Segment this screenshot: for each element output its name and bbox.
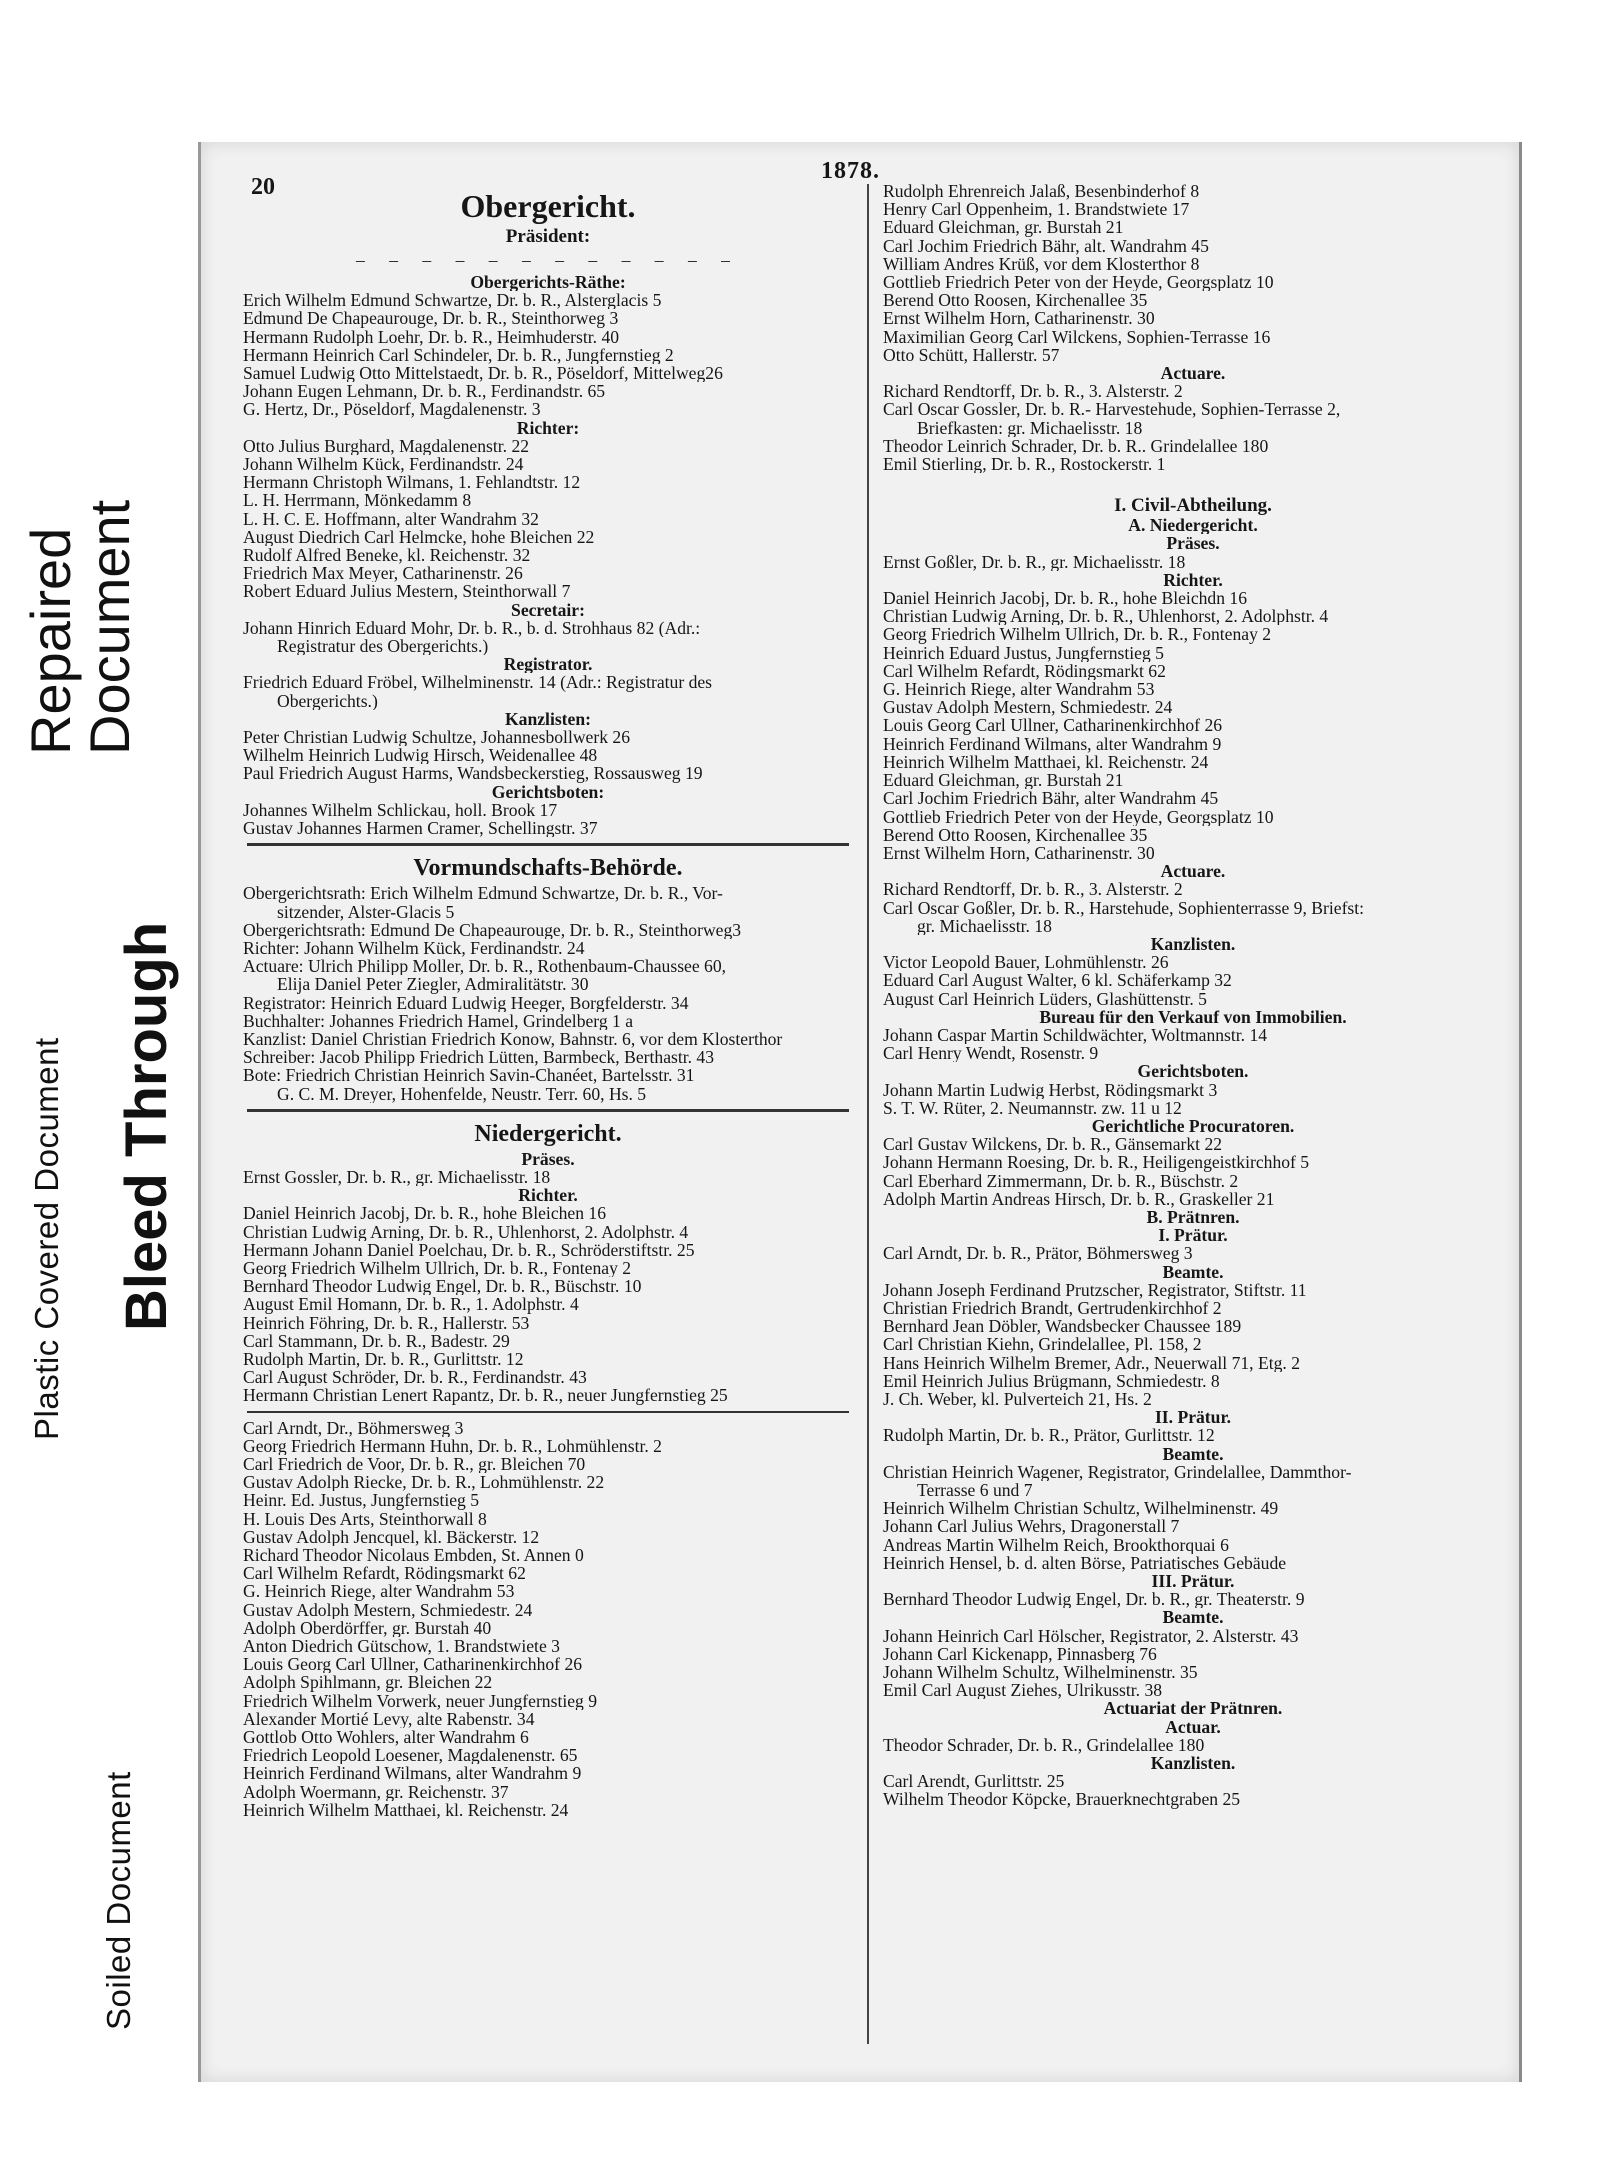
entry-line: Heinrich Ferdinand Wilmans, alter Wandrahm 9 <box>243 1764 582 1783</box>
court-title: Obergericht. <box>460 188 636 224</box>
entry-line: Carl Arendt, Gurlittstr. 25 <box>883 1772 1065 1791</box>
entry-line: Johannes Wilhelm Schlickau, holl. Brook 17 <box>243 800 558 820</box>
entry-line: Georg Friedrich Wilhelm Ullrich, Dr. b. R., Fontenay 2 <box>243 1258 632 1278</box>
entry-line: Theodor Leinrich Schrader, Dr. b. R.. Grindelallee 180 <box>883 436 1269 456</box>
entry-line: L. H. C. E. Hoffmann, alter Wandrahm 32 <box>243 509 539 528</box>
section-rule <box>247 1109 849 1112</box>
entry-line: Carl Arndt, Dr. b. R., Prätor, Böhmersweg 3 <box>883 1244 1193 1263</box>
entry-line: Samuel Ludwig Otto Mittelstaedt, Dr. b. R., Pöseldorf, Mittelweg26 <box>243 364 723 383</box>
entry-continuation: Registratur des Obergerichts.) <box>277 637 489 656</box>
entry-line: Anton Diedrich Gütschow, 1. Brandstwiete 3 <box>243 1637 560 1656</box>
entry-line: Johann Heinrich Carl Hölscher, Registrator, 2. Alsterstr. 43 <box>883 1626 1299 1645</box>
entry-continuation: G. C. M. Dreyer, Hohenfelde, Neustr. Terr. 60, Hs. 5 <box>277 1084 647 1103</box>
label-document: Document <box>77 499 141 755</box>
entry-line: Adolph Martin Andreas Hirsch, Dr. b. R., Graskeller 21 <box>883 1189 1275 1208</box>
label-repaired-document <box>19 499 141 755</box>
page-number: 20 <box>251 174 275 200</box>
entry-line: Georg Friedrich Wilhelm Ullrich, Dr. b. R., Fontenay 2 <box>883 625 1272 644</box>
spacer <box>883 473 1503 495</box>
entry-line: Heinrich Föhring, Dr. b. R., Hallerstr. 53 <box>243 1313 530 1332</box>
label-plastic-covered-document: Plastic Covered Document <box>28 1037 65 1440</box>
entry-line: Hermann Christoph Wilmans, 1. Fehlandtstr. 12 <box>243 473 581 492</box>
entry-line: Johann Martin Ludwig Herbst, Rödingsmarkt 3 <box>883 1080 1218 1099</box>
entry-line: Adolph Spihlmann, gr. Bleichen 22 <box>243 1673 493 1692</box>
court-title: Vormundschafts-Behörde. <box>413 855 683 882</box>
entry-line: Friedrich Eduard Fröbel, Wilhelminenstr. 14 (Adr.: Registratur des <box>243 673 713 692</box>
label-repaired: Repaired <box>19 527 82 755</box>
section-heading: Beamte. <box>1162 1262 1224 1281</box>
entry-line: Schreiber: Jacob Philipp Friedrich Lütten, Barmbeck, Berthastr. 43 <box>243 1048 715 1067</box>
entry-line: Emil Stierling, Dr. b. R., Rostockerstr. 1 <box>883 455 1166 474</box>
section-heading: Präsident: <box>505 226 591 247</box>
entry-line: Hermann Christian Lenert Rapantz, Dr. b. R., neuer Jungfernstieg 25 <box>243 1386 728 1405</box>
entry-line: Carl Oscar Gossler, Dr. b. R.- Harvestehude, Sophien-Terrasse 2, <box>883 400 1341 419</box>
entry-line: Johann Eugen Lehmann, Dr. b. R., Ferdinandstr. 65 <box>243 382 606 401</box>
entry-line: G. Heinrich Riege, alter Wandrahm 53 <box>883 680 1155 699</box>
entry-line: G. Hertz, Dr., Pöseldorf, Magdalenenstr. 3 <box>243 400 541 419</box>
entry-line: Johann Wilhelm Schultz, Wilhelminenstr. 35 <box>883 1663 1198 1682</box>
label-soiled-document: Soiled Document <box>100 1771 137 2030</box>
entry-line: Johann Caspar Martin Schildwächter, Woltmannstr. 14 <box>883 1025 1268 1045</box>
entry-line: Otto Julius Burghard, Magdalenenstr. 22 <box>243 436 530 456</box>
entry-line: Hermann Rudolph Loehr, Dr. b. R., Heimhuderstr. 40 <box>243 327 620 346</box>
entry-line: Gustav Adolph Riecke, Dr. b. R., Lohmühlenstr. 22 <box>243 1473 605 1492</box>
section-heading: B. Prätnren. <box>1146 1207 1240 1227</box>
court-title: Niedergericht. <box>474 1120 622 1147</box>
entry-line: Heinrich Eduard Justus, Jungfernstieg 5 <box>883 643 1164 662</box>
entry-line: G. Heinrich Riege, alter Wandrahm 53 <box>243 1582 515 1601</box>
section-heading: Gerichtsboten: <box>491 782 605 801</box>
section-heading: Actuariat der Prätnren. <box>1103 1699 1283 1718</box>
entry-line: Rudolph Martin, Dr. b. R., Prätor, Gurlittstr. 12 <box>883 1426 1215 1445</box>
entry-line: Bernhard Jean Döbler, Wandsbecker Chaussee 189 <box>883 1317 1242 1336</box>
section-heading: Beamte. <box>1162 1444 1224 1463</box>
section-heading: Beamte. <box>1162 1608 1224 1627</box>
entry-line: Adolph Woermann, gr. Reichenstr. 37 <box>243 1782 509 1801</box>
entry-line: L. H. Herrmann, Mönkedamm 8 <box>243 491 472 510</box>
section-heading: I. Prätur. <box>1158 1226 1228 1245</box>
entry-line: Louis Georg Carl Ullner, Catharinenkirchhof 26 <box>883 716 1223 735</box>
entry-line: Gustav Adolph Mestern, Schmiedestr. 24 <box>243 1600 533 1619</box>
entry-line: Carl Gustav Wilckens, Dr. b. R., Gänsemarkt 22 <box>883 1135 1223 1154</box>
section-heading: III. Prätur. <box>1151 1572 1235 1591</box>
entry-line: Heinrich Wilhelm Christian Schultz, Wilhelminenstr. 49 <box>883 1499 1279 1518</box>
entry-line: William Andres Krüß, vor dem Klosterthor 8 <box>883 254 1200 274</box>
entry-line: Carl August Schröder, Dr. b. R., Ferdinandstr. 43 <box>243 1368 587 1387</box>
entry-line: Christian Ludwig Arning, Dr. b. R., Uhlenhorst, 2. Adolphstr. 4 <box>243 1222 689 1241</box>
section-heading: Richter. <box>518 1186 578 1205</box>
entry-line: Gottlob Otto Wohlers, alter Wandrahm 6 <box>243 1728 529 1747</box>
entry-line: Bote: Friedrich Christian Heinrich Savin-Chanéet, Bartelsstr. 31 <box>243 1066 695 1085</box>
entry-line: Edmund De Chapeaurouge, Dr. b. R., Steinthorweg 3 <box>243 309 619 328</box>
entry-line: Johann Carl Kickenapp, Pinnasberg 76 <box>883 1644 1157 1664</box>
entry-line: Carl Jochim Friedrich Bähr, alt. Wandrahm 45 <box>883 236 1209 255</box>
section-heading: Secretair: <box>511 600 585 619</box>
section-heading: I. Civil-Abtheilung. <box>1114 495 1272 517</box>
section-heading: II. Prätur. <box>1154 1408 1232 1427</box>
entry-line: Henry Carl Oppenheim, 1. Brandstwiete 17 <box>883 200 1190 219</box>
entry-line: Gustav Adolph Jencquel, kl. Bäckerstr. 12 <box>243 1527 540 1546</box>
entry-line: Berend Otto Roosen, Kirchenallee 35 <box>883 825 1148 844</box>
entry-line: Registrator: Heinrich Eduard Ludwig Heeger, Borgfelderstr. 34 <box>243 993 689 1012</box>
entry-line: August Carl Heinrich Lüders, Glashüttenstr. 5 <box>883 989 1207 1008</box>
entry-line: Heinrich Wilhelm Matthaei, kl. Reichenstr. 24 <box>883 752 1209 772</box>
section-heading: Actuare. <box>1160 862 1226 881</box>
entry-line: Alexander Mortié Levy, alte Rabenstr. 34 <box>243 1709 535 1729</box>
left-column <box>243 180 853 1819</box>
entry-continuation: Terrasse 6 und 7 <box>917 1481 1033 1500</box>
section-heading: Bureau für den Verkauf von Immobilien. <box>1039 1007 1347 1026</box>
entry-line: Gottlieb Friedrich Peter von der Heyde, Georgsplatz 10 <box>883 273 1274 292</box>
entry-line: Christian Ludwig Arning, Dr. b. R., Uhlenhorst, 2. Adolphstr. 4 <box>883 607 1329 626</box>
section-heading: Obergerichts-Räthe: <box>470 273 626 292</box>
entry-continuation: Briefkasten: gr. Michaelisstr. 18 <box>917 418 1143 437</box>
section-heading: Registrator. <box>503 655 593 674</box>
label-bleed-through: Bleed Through <box>114 921 179 1331</box>
entry-line: Daniel Heinrich Jacobj, Dr. b. R., hohe Bleichdn 16 <box>883 589 1248 608</box>
entry-line: Maximilian Georg Carl Wilckens, Sophien-Terrasse 16 <box>883 327 1271 346</box>
section-heading: Präses. <box>1166 534 1220 553</box>
column-divider <box>867 184 869 2044</box>
entry-line: Heinr. Ed. Justus, Jungfernstieg 5 <box>243 1491 480 1510</box>
entry-line: Kanzlist: Daniel Christian Friedrich Konow, Bahnstr. 6, vor dem Klosterthor <box>243 1029 783 1049</box>
entry-line: S. T. W. Rüter, 2. Neumannstr. zw. 11 u 12 <box>883 1098 1182 1117</box>
entry-line: Rudolph Ehrenreich Jalaß, Besenbinderhof 8 <box>883 182 1200 201</box>
entry-line: J. Ch. Weber, kl. Pulverteich 21, Hs. 2 <box>883 1390 1152 1409</box>
entry-line: Carl Henry Wendt, Rosenstr. 9 <box>883 1044 1099 1063</box>
section-heading: Richter: <box>516 418 580 437</box>
entry-line: Christian Heinrich Wagener, Registrator, Grindelallee, Dammthor- <box>883 1462 1352 1482</box>
entry-line: Otto Schütt, Hallerstr. 57 <box>883 345 1060 365</box>
entry-line: Bernhard Theodor Ludwig Engel, Dr. b. R., gr. Theaterstr. 9 <box>883 1590 1305 1609</box>
entry-line: Rudolf Alfred Beneke, kl. Reichenstr. 32 <box>243 546 531 565</box>
entry-line: Christian Friedrich Brandt, Gertrudenkirchhof 2 <box>883 1298 1222 1318</box>
entry-line: Carl Stammann, Dr. b. R., Badestr. 29 <box>243 1331 510 1350</box>
entry-line: Erich Wilhelm Edmund Schwartze, Dr. b. R., Alsterglacis 5 <box>243 291 662 310</box>
section-rule <box>247 1411 849 1413</box>
entry-line: Eduard Gleichman, gr. Burstah 21 <box>883 218 1124 237</box>
entry-line: Gottlieb Friedrich Peter von der Heyde, Georgsplatz 10 <box>883 807 1274 826</box>
section-rule <box>247 843 849 846</box>
entry-line: Richard Rendtorff, Dr. b. R., 3. Alsterstr. 2 <box>883 382 1183 401</box>
entry-line: August Emil Homann, Dr. b. R., 1. Adolphstr. 4 <box>243 1295 579 1314</box>
entry-line: Obergerichtsrath: Edmund De Chapeaurouge, Dr. b. R., Steinthorweg3 <box>243 920 742 939</box>
entry-line: Richard Rendtorff, Dr. b. R., 3. Alsterstr. 2 <box>883 880 1183 899</box>
entry-line: Carl Christian Kiehn, Grindelallee, Pl. 158, 2 <box>883 1335 1202 1354</box>
entry-line: Peter Christian Ludwig Schultze, Johannesbollwerk 26 <box>243 728 630 747</box>
entry-line: Obergerichtsrath: Erich Wilhelm Edmund Schwartze, Dr. b. R., Vor- <box>243 884 723 903</box>
section-heading: Kanzlisten. <box>1150 1754 1236 1773</box>
entry-line: Heinrich Hensel, b. d. alten Börse, Patriatisches Gebäude <box>883 1553 1287 1573</box>
entry-line: Actuare: Ulrich Philipp Moller, Dr. b. R., Rothenbaum-Chaussee 60, <box>243 957 727 976</box>
section-heading: Präses. <box>521 1149 575 1168</box>
section-heading: A. Niedergericht. <box>1128 516 1258 535</box>
entry-line: Johann Hermann Roesing, Dr. b. R., Heiligengeistkirchhof 5 <box>883 1153 1310 1172</box>
entry-line: Johann Hinrich Eduard Mohr, Dr. b. R., b. d. Strohhaus 82 (Adr.: <box>243 618 701 638</box>
entry-continuation: gr. Michaelisstr. 18 <box>917 916 1052 935</box>
entry-line: Daniel Heinrich Jacobj, Dr. b. R., hohe Bleichen 16 <box>243 1204 607 1223</box>
section-heading: Richter. <box>1163 570 1223 590</box>
entry-line: Ernst Gossler, Dr. b. R., gr. Michaelisstr. 18 <box>243 1167 551 1187</box>
entry-line: Richard Theodor Nicolaus Embden, St. Annen 0 <box>243 1546 584 1565</box>
entry-line: Richter: Johann Wilhelm Kück, Ferdinandstr. 24 <box>243 938 585 958</box>
entry-line: Carl Wilhelm Refardt, Rödingsmarkt 62 <box>243 1564 526 1583</box>
entry-line: Hans Heinrich Wilhelm Bremer, Adr., Neuerwall 71, Etg. 2 <box>883 1353 1300 1372</box>
section-heading: Kanzlisten. <box>1150 934 1236 954</box>
entry-line: Heinrich Wilhelm Matthaei, kl. Reichenstr. 24 <box>243 1800 569 1820</box>
entry-line: Rudolph Martin, Dr. b. R., Gurlittstr. 12 <box>243 1349 524 1369</box>
entry-line: Adolph Oberdörffer, gr. Burstah 40 <box>243 1618 492 1638</box>
entry-line: Louis Georg Carl Ullner, Catharinenkirchhof 26 <box>243 1655 583 1674</box>
entry-line: Eduard Gleichman, gr. Burstah 21 <box>883 771 1124 790</box>
entry-continuation: sitzender, Alster-Glacis 5 <box>277 902 455 921</box>
entry-line: Ernst Wilhelm Horn, Catharinenstr. 30 <box>883 843 1155 863</box>
entry-line: Friedrich Leopold Loesener, Magdalenenstr. 65 <box>243 1746 578 1765</box>
entry-line: Carl Eberhard Zimmermann, Dr. b. R., Büschstr. 2 <box>883 1171 1239 1190</box>
entry-line: Paul Friedrich August Harms, Wandsbeckerstieg, Rossausweg 19 <box>243 764 703 783</box>
page-year: 1878. <box>821 158 880 184</box>
section-heading: Gerichtsboten. <box>1137 1062 1249 1081</box>
entry-line: Victor Leopold Bauer, Lohmühlenstr. 26 <box>883 953 1169 972</box>
entry-line: Ernst Wilhelm Horn, Catharinenstr. 30 <box>883 309 1155 328</box>
entry-line: Carl Friedrich de Voor, Dr. b. R., gr. Bleichen 70 <box>243 1454 586 1474</box>
entry-line: Eduard Carl August Walter, 6 kl. Schäferkamp 32 <box>883 971 1232 990</box>
entry-line: Buchhalter: Johannes Friedrich Hamel, Grindelberg 1 a <box>243 1011 634 1030</box>
entry-line: Carl Jochim Friedrich Bähr, alter Wandrahm 45 <box>883 789 1219 808</box>
entry-line: Andreas Martin Wilhelm Reich, Brookthorquai 6 <box>883 1535 1229 1554</box>
section-heading: Gerichtliche Procuratoren. <box>1091 1116 1295 1136</box>
entry-line: Berend Otto Roosen, Kirchenallee 35 <box>883 291 1148 310</box>
section-heading: Actuare. <box>1160 364 1226 383</box>
entry-line: Gustav Adolph Mestern, Schmiedestr. 24 <box>883 698 1173 717</box>
entry-line: Wilhelm Theodor Köpcke, Brauerknechtgraben 25 <box>883 1790 1241 1809</box>
entry-line: Georg Friedrich Hermann Huhn, Dr. b. R., Lohmühlenstr. 2 <box>243 1436 662 1455</box>
entry-line: Carl Oscar Goßler, Dr. b. R., Harstehude, Sophienterrasse 9, Briefst: <box>883 898 1365 917</box>
entry-continuation: Obergerichts.) <box>277 691 378 710</box>
scanned-page <box>198 142 1522 2082</box>
entry-line: Carl Arndt, Dr., Böhmersweg 3 <box>243 1418 464 1437</box>
entry-line: Heinrich Ferdinand Wilmans, alter Wandrahm 9 <box>883 734 1222 753</box>
entry-line: Emil Carl August Ziehes, Ulrikusstr. 38 <box>883 1681 1163 1700</box>
section-heading: Actuar. <box>1165 1717 1221 1736</box>
entry-line: Johann Wilhelm Kück, Ferdinandstr. 24 <box>243 455 524 474</box>
right-column <box>883 182 1503 1809</box>
entry-continuation: Elija Daniel Peter Ziegler, Admiralitätstr. 30 <box>277 975 589 994</box>
entry-line: Johann Carl Julius Wehrs, Dragonerstall 7 <box>883 1517 1180 1536</box>
entry-line: Friedrich Max Meyer, Catharinenstr. 26 <box>243 564 523 583</box>
entry-line: Ernst Goßler, Dr. b. R., gr. Michaelisstr. 18 <box>883 552 1186 571</box>
entry-line: Wilhelm Heinrich Ludwig Hirsch, Weidenallee 48 <box>243 746 598 765</box>
entry-line: Carl Wilhelm Refardt, Rödingsmarkt 62 <box>883 661 1166 681</box>
entry-line: Theodor Schrader, Dr. b. R., Grindelallee 180 <box>883 1735 1205 1755</box>
entry-line: Bernhard Theodor Ludwig Engel, Dr. b. R., Büschstr. 10 <box>243 1277 642 1296</box>
entry-line: Hermann Johann Daniel Poelchau, Dr. b. R., Schröderstiftstr. 25 <box>243 1240 695 1259</box>
entry-line: Emil Heinrich Julius Brügmann, Schmiedestr. 8 <box>883 1371 1220 1390</box>
entry-line: Hermann Heinrich Carl Schindeler, Dr. b. R., Jungfernstieg 2 <box>243 345 674 365</box>
dash-placeholder: – – – – – – – – – – – – <box>356 250 740 270</box>
section-heading: Kanzlisten: <box>504 709 591 729</box>
entry-line: Johann Joseph Ferdinand Prutzscher, Registrator, Stiftstr. 11 <box>883 1280 1307 1299</box>
entry-line: H. Louis Des Arts, Steinthorwall 8 <box>243 1509 487 1528</box>
entry-line: August Diedrich Carl Helmcke, hohe Bleichen 22 <box>243 527 595 547</box>
entry-line: Gustav Johannes Harmen Cramer, Schellingstr. 37 <box>243 819 598 838</box>
entry-line: Friedrich Wilhelm Vorwerk, neuer Jungfernstieg 9 <box>243 1691 598 1710</box>
entry-line: Robert Eduard Julius Mestern, Steinthorwall 7 <box>243 582 571 601</box>
